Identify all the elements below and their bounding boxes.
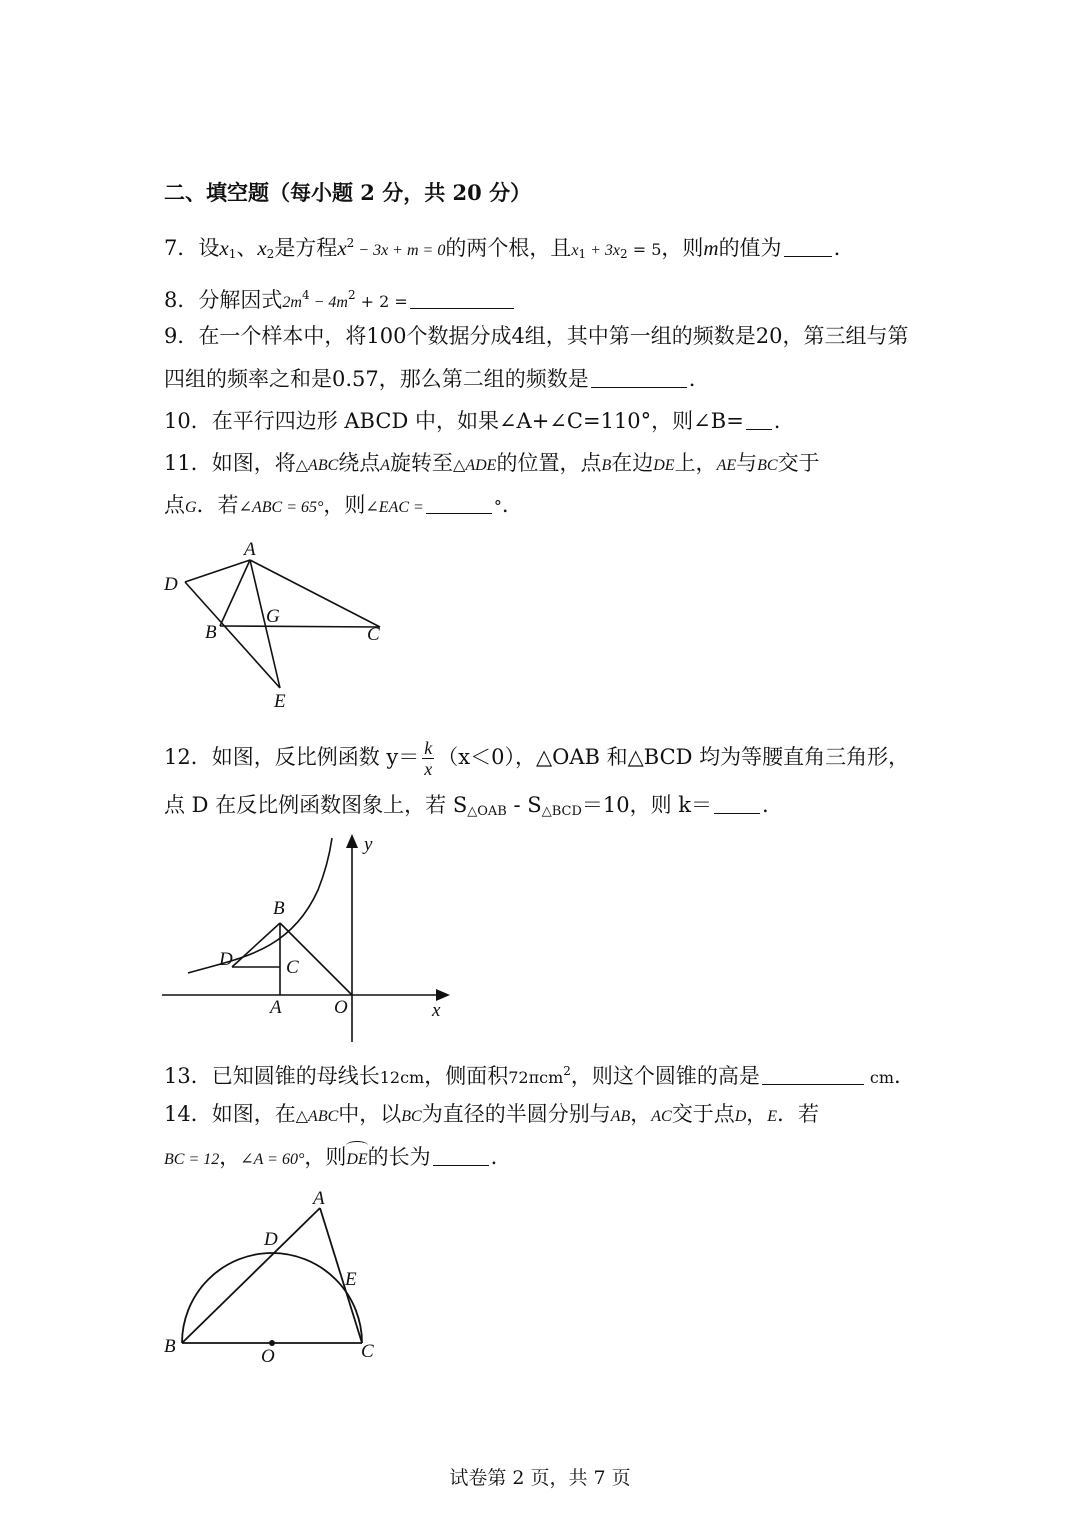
- q14-text: 为直径的半圆分别与: [421, 1102, 611, 1126]
- fig12-segment-bd: [232, 923, 280, 967]
- q14-text: ，则: [304, 1145, 347, 1169]
- q7-text: 的两个根，且: [445, 236, 572, 260]
- question-12-line-2: [164, 790, 769, 827]
- fig11-label-d: D: [164, 574, 178, 595]
- q7-text: 设: [198, 236, 220, 260]
- fig11-label-a: A: [244, 539, 256, 560]
- q12-text: （x＜0），△OAB 和△BCD 均为等腰直角三角形，: [437, 745, 910, 769]
- q14-angle-a: ∠A = 60°: [240, 1151, 305, 1168]
- q11-degree: °: [493, 497, 502, 516]
- q14-text: 的长为: [367, 1145, 431, 1169]
- q14-arc-de: DE: [346, 1145, 367, 1175]
- q11-text: 11．如图，将: [164, 451, 296, 475]
- q11-angle-eac: ∠EAC =: [365, 499, 424, 516]
- q14-point-d: D: [734, 1108, 747, 1125]
- q14-segment-bc: BC: [401, 1108, 422, 1125]
- q7-x1: x: [219, 236, 229, 260]
- fig12-label-o: O: [334, 997, 348, 1018]
- q11-text: 旋转至: [390, 451, 454, 475]
- fig14-semicircle: [182, 1253, 362, 1343]
- question-11-line-2: [164, 490, 509, 523]
- q11-text: 与: [736, 451, 758, 475]
- q11-text: ，则: [323, 493, 366, 517]
- q8-expr-sup: 4: [301, 288, 310, 302]
- q11-text: 上，: [674, 451, 717, 475]
- q8-expr: − 4m: [309, 294, 348, 311]
- q14-answer-blank[interactable]: [433, 1145, 489, 1166]
- q7-m: m: [703, 236, 719, 260]
- q7-x1-sub: 1: [228, 247, 237, 261]
- q7-condition: = 5: [627, 240, 662, 259]
- q14-comma: ，: [219, 1145, 241, 1169]
- q14-text: 中，以: [338, 1102, 402, 1126]
- q8-number: 8．: [164, 288, 199, 312]
- q14-text: 14．如图，在: [164, 1102, 296, 1126]
- fig14-label-o: O: [261, 1346, 275, 1367]
- q8-expr: 2m: [282, 294, 302, 311]
- fig12-label-a: A: [270, 997, 282, 1018]
- q7-equation: x: [337, 236, 347, 260]
- fig14-label-d: D: [264, 1229, 278, 1250]
- fig12-label-d: D: [219, 949, 233, 970]
- q14-text: ．若: [777, 1102, 820, 1126]
- fig12-label-b: B: [273, 898, 285, 919]
- q8-expr-sup: 2: [347, 288, 356, 302]
- q13-text: ，侧面积: [424, 1064, 509, 1088]
- q13-text: 13．已知圆锥的母线长: [164, 1064, 380, 1088]
- q12-end: .: [762, 793, 769, 817]
- q7-text: 是方程: [274, 236, 338, 260]
- q14-triangle-abc: △ABC: [295, 1108, 339, 1125]
- q11-text: 的位置，点: [496, 451, 602, 475]
- q7-x2-sub: 2: [266, 247, 275, 261]
- q13-lateral-area-sup: 2: [563, 1064, 571, 1078]
- q10-text: 10．在平行四边形 ABCD 中，如果∠A+∠C=110°，则∠B=: [164, 409, 744, 433]
- q7-condition-sub: 1: [578, 247, 587, 261]
- section-title: 二、填空题（每小题 2 分，共 20 分）: [164, 180, 532, 205]
- q8-text: 分解因式: [198, 288, 283, 312]
- q11-text: 点: [164, 493, 185, 517]
- question-12-line-1: [164, 735, 909, 779]
- q11-point-a: A: [380, 457, 391, 474]
- q12-fraction-numerator: k: [424, 738, 433, 758]
- figure-11: [150, 530, 410, 720]
- fig11-segment-bc: [220, 626, 380, 627]
- q11-text: 绕点: [338, 451, 381, 475]
- q7-end: .: [833, 236, 841, 260]
- question-13: [164, 1056, 901, 1093]
- q13-end: .: [894, 1064, 901, 1088]
- q12-text: 点 D 在反比例函数图象上，若 S: [164, 793, 468, 817]
- q14-comma: ，: [746, 1102, 768, 1126]
- q11-segment-de: DE: [653, 457, 675, 474]
- question-9-line-2: [164, 364, 695, 394]
- fig11-segment-ab: [220, 560, 250, 626]
- q14-end: .: [490, 1145, 498, 1169]
- fig14-label-c: C: [361, 1341, 374, 1362]
- q14-segment-ab: AB: [610, 1108, 631, 1125]
- q7-condition: + 3x: [586, 242, 620, 259]
- q14-bc-length: BC = 12: [164, 1151, 220, 1168]
- q14-segment-ac: AC: [651, 1108, 672, 1125]
- q7-number: 7．: [164, 236, 199, 260]
- q12-area-bcd: △BCD: [541, 804, 582, 819]
- fig12-y-arrow: [346, 834, 358, 848]
- question-7: [164, 228, 840, 269]
- q14-point-e: E: [767, 1108, 778, 1125]
- q11-text: ．若: [196, 493, 239, 517]
- q7-text: 的值为: [718, 236, 782, 260]
- q11-point-g: G: [185, 499, 197, 516]
- figure-12: [150, 830, 470, 1050]
- q11-triangle-ade: △ADE: [453, 457, 497, 474]
- fig14-segment-ba: [182, 1208, 320, 1343]
- fig11-label-g: G: [266, 606, 280, 627]
- q11-angle-abc: ∠ABC = 65°: [238, 499, 324, 516]
- q7-equation-sup: 2: [346, 236, 355, 250]
- q14-text: 交于点: [671, 1102, 735, 1126]
- q7-text: ，则: [661, 236, 704, 260]
- q11-segment-bc: BC: [757, 457, 778, 474]
- q9-text: 四组的频率之和是0.57，那么第二组的频数是: [164, 367, 589, 391]
- q12-fraction-denominator: x: [424, 759, 433, 779]
- q13-slant-length: 12cm: [379, 1068, 425, 1087]
- question-8: [164, 280, 516, 318]
- q12-minus: - S: [506, 793, 542, 817]
- figure-14: [150, 1180, 400, 1380]
- q7-x2: x: [257, 236, 267, 260]
- q11-text: 交于: [777, 451, 820, 475]
- q11-answer-blank[interactable]: [426, 493, 492, 514]
- q11-triangle-abc: △ABC: [295, 457, 339, 474]
- fig11-label-c: C: [367, 624, 380, 645]
- q7-answer-blank[interactable]: [784, 236, 832, 257]
- fig11-segment-ad: [185, 560, 250, 582]
- q7-equation-rest: − 3x + m = 0: [354, 242, 446, 259]
- fig14-label-a: A: [313, 1188, 325, 1209]
- q10-end: .: [773, 409, 781, 433]
- fig14-label-b: B: [164, 1336, 176, 1357]
- question-14-line-2: [164, 1142, 497, 1175]
- q12-answer-blank[interactable]: [714, 793, 760, 814]
- q11-point-b: B: [601, 457, 612, 474]
- q12-text: ＝10，则 k＝: [581, 793, 712, 817]
- fig14-label-e: E: [345, 1269, 357, 1290]
- page-footer: 试卷第 2 页，共 7 页: [449, 1467, 631, 1489]
- q13-unit: cm: [869, 1068, 895, 1087]
- fig12-label-c: C: [286, 957, 299, 978]
- q13-lateral-area: 72πcm: [508, 1068, 564, 1087]
- q7-condition-sub: 2: [619, 247, 628, 261]
- q11-text: 在边: [611, 451, 654, 475]
- question-14-line-1: [164, 1099, 819, 1132]
- q7-condition: x: [571, 242, 579, 259]
- q9-answer-blank[interactable]: [591, 367, 687, 388]
- fig12-label-y: y: [364, 834, 373, 855]
- q8-answer-blank[interactable]: [410, 288, 514, 309]
- question-9-line-1: 9．在一个样本中，将100个数据分成4组，其中第一组的频数是20，第三组与第: [164, 324, 909, 348]
- q11-segment-ae: AE: [716, 457, 737, 474]
- q11-end: .: [501, 493, 509, 517]
- q12-area-oab: △OAB: [467, 804, 507, 819]
- question-10: [164, 406, 780, 436]
- q8-expr: + 2 =: [355, 292, 408, 311]
- fig11-label-b: B: [205, 622, 217, 643]
- fig11-label-e: E: [274, 691, 286, 712]
- fig12-label-x: x: [432, 1000, 441, 1021]
- q9-end: .: [688, 367, 696, 391]
- q12-fraction: [422, 738, 434, 779]
- q12-text: 12．如图，反比例函数 y＝: [164, 745, 420, 769]
- q13-text: ，则这个圆锥的高是: [570, 1064, 760, 1088]
- question-11-line-1: [164, 448, 820, 481]
- q7-sep: 、: [236, 236, 258, 260]
- q14-comma: ，: [630, 1102, 652, 1126]
- q13-answer-blank[interactable]: [762, 1064, 864, 1085]
- q10-answer-blank[interactable]: [746, 409, 772, 430]
